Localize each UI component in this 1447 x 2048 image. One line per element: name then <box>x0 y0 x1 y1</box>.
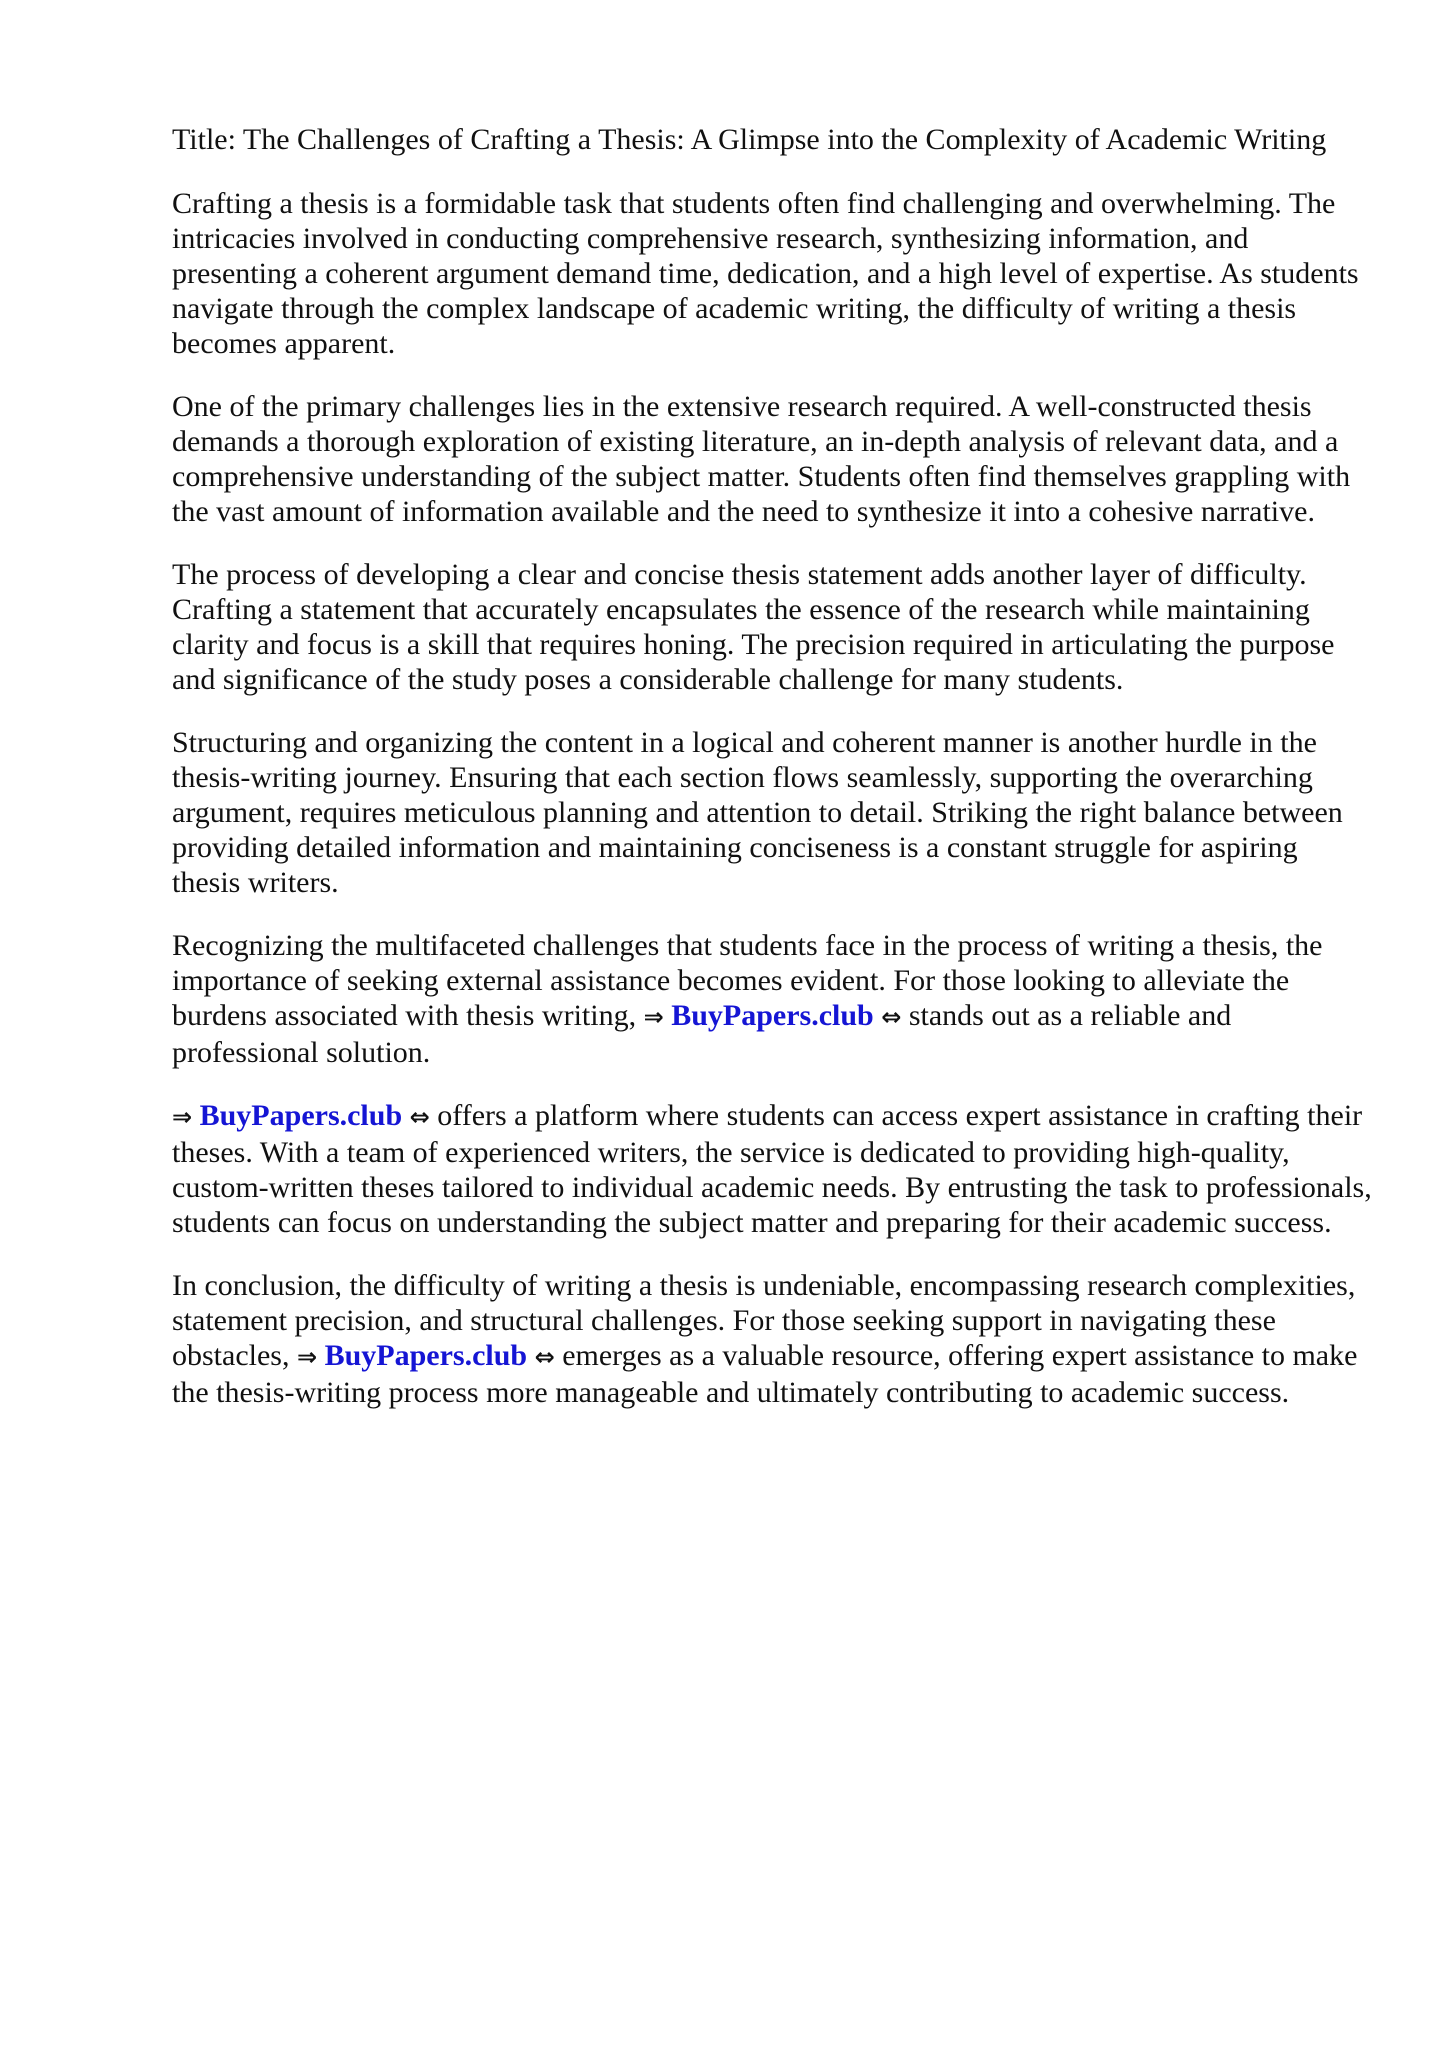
double-arrow-icon: ⇔ <box>881 1003 902 1031</box>
text: emerges as a valuable resource, offering expert assistance to make the thesis-writing process more manageable and ultimately contributing to academic success. <box>172 1339 1358 1409</box>
buypapers-link[interactable]: BuyPapers.club <box>671 999 874 1032</box>
double-arrow-icon: ⇔ <box>409 1103 430 1131</box>
text: stands out as a reliable and professional solution. <box>172 999 1232 1069</box>
paragraph-intro: Crafting a thesis is a formidable task that students often find challenging and overwhelming. The intricacies involved in conducting comprehensive research, synthesizing information, and presenting a coherent argument demand time, dedication, and a high level of expertise. As students navigate through the complex landscape of academic writing, the difficulty of writing a thesis becomes apparent. <box>172 187 1359 360</box>
double-arrow-icon: ⇔ <box>534 1343 555 1371</box>
buypapers-link[interactable]: BuyPapers.club <box>199 1099 403 1132</box>
document-title: Title: The Challenges of Crafting a Thesis: A Glimpse into the Complexity of Academic Writing <box>172 123 1327 156</box>
paragraph-structure: Structuring and organizing the content in a logical and coherent manner is another hurdle in the thesis-writing journey. Ensuring that each section flows seamlessly, supporting the overarching argument, requires meticulous planning and attention to detail. Striking the right balance between providing detailed information and maintaining conciseness is a constant struggle for aspiring thesis writers. <box>172 726 1343 899</box>
text: Recognizing the multifaceted challenges that students face in the process of writing a thesis, the importance of seeking external assistance becomes evident. For those looking to alleviate the burdens associated with thesis writing, <box>172 929 1323 1032</box>
paragraph-service <box>172 1098 1372 1240</box>
text: offers a platform where students can access expert assistance in crafting their theses. With a team of experienced writers, the service is dedicated to providing high-quality, custom-written theses tailored to individual academic needs. By entrusting the task to professionals, students can focus on understanding the subject matter and preparing for their academic success. <box>172 1099 1372 1239</box>
right-arrow-icon: ⇒ <box>296 1343 318 1371</box>
paragraph-statement: The process of developing a clear and concise thesis statement adds another layer of difficulty. Crafting a statement that accurately encapsulates the essence of the research while maintaining clarity and focus is a skill that requires honing. The precision required in articulating the purpose and significance of the study poses a considerable challenge for many students. <box>172 558 1335 696</box>
right-arrow-icon: ⇒ <box>172 1103 193 1131</box>
right-arrow-icon: ⇒ <box>643 1003 664 1031</box>
document-page <box>172 122 1372 1438</box>
paragraph-research: One of the primary challenges lies in the extensive research required. A well-constructed thesis demands a thorough exploration of existing literature, an in-depth analysis of relevant data, and a comprehensive understanding of the subject matter. Students often find themselves grappling with the vast amount of information available and the need to synthesize it into a cohesive narrative. <box>172 390 1351 528</box>
buypapers-link[interactable]: BuyPapers.club <box>324 1339 528 1372</box>
paragraph-conclusion <box>172 1268 1372 1410</box>
text: In conclusion, the difficulty of writing a thesis is undeniable, encompassing research complexities, statement precision, and structural challenges. For those seeking support in navigating these obstacles, <box>172 1269 1356 1372</box>
paragraph-assistance <box>172 928 1372 1070</box>
